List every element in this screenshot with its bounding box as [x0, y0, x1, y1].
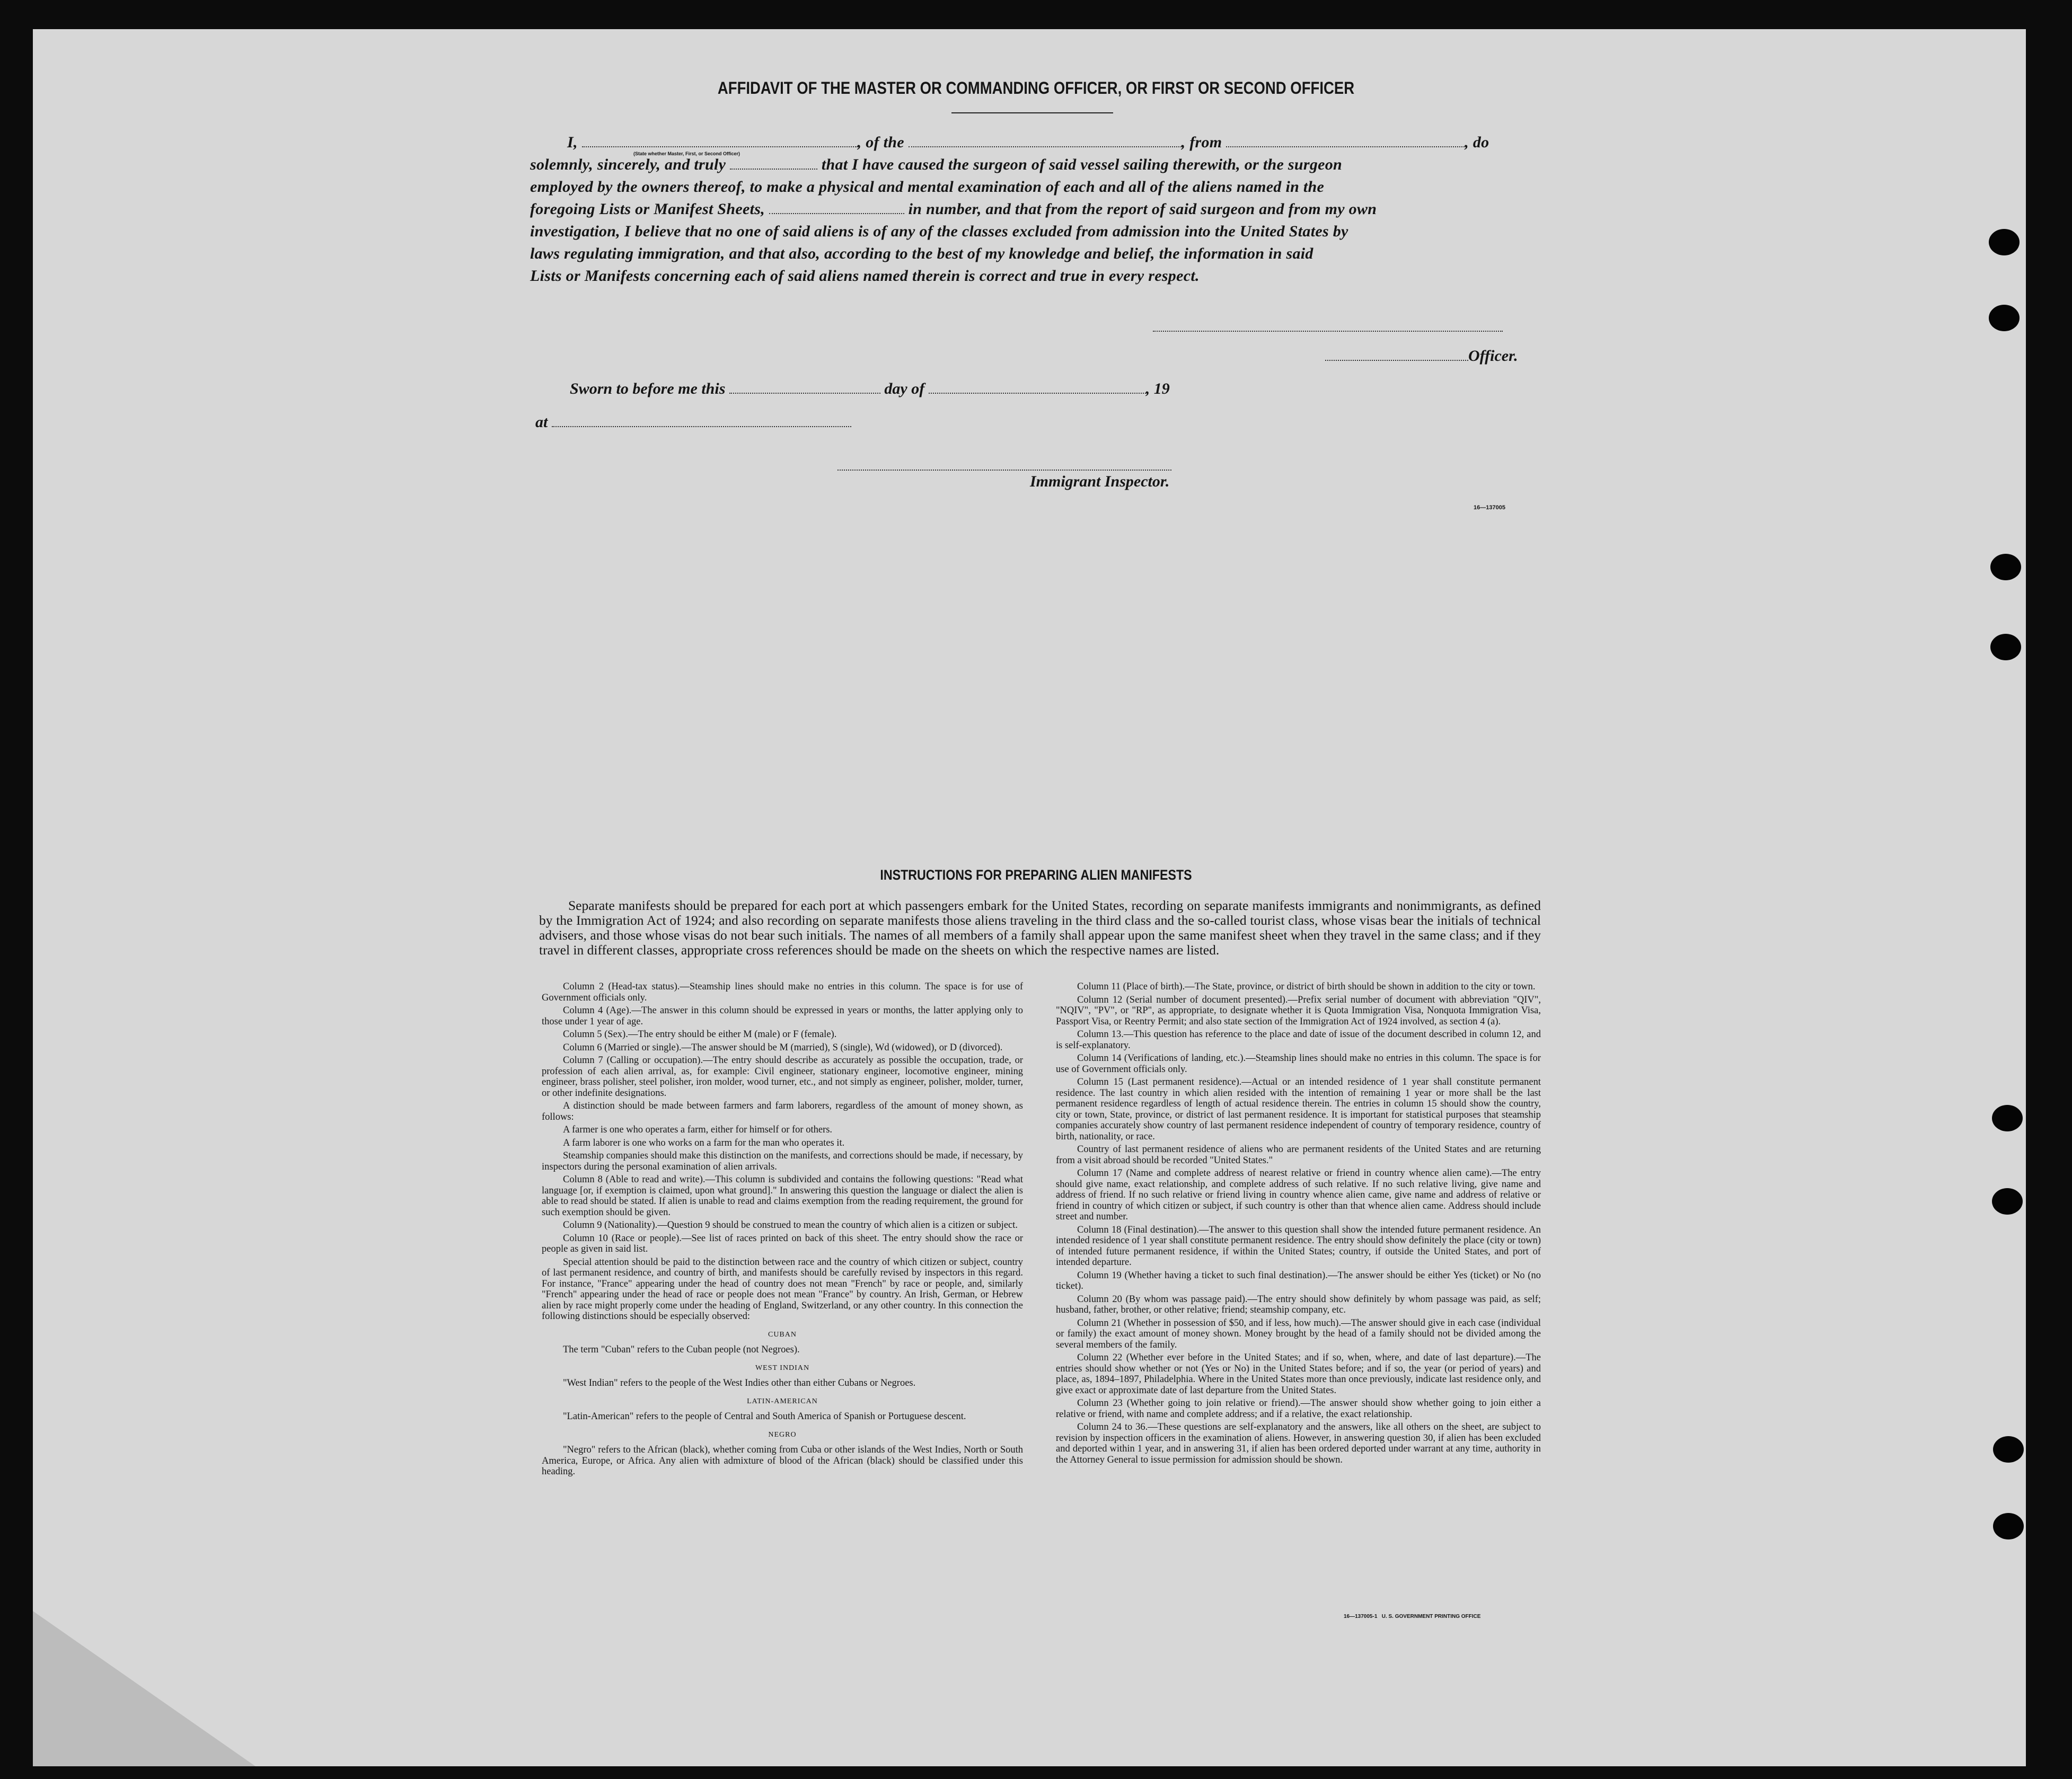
- punch-hole: [1993, 1436, 2024, 1463]
- instruction-col-11: Column 11 (Place of birth).—The State, province, or district of birth should be shown in addition to the city or town.: [1077, 981, 1536, 992]
- at-line: [535, 413, 851, 431]
- instruction-col-21: Column 21 (Whether in possession of $50, and if less, how much).—The answer should give in each case (individual or family) the exact amount of money shown. Money brought by the head of a family should not be divided among the several members of the family.: [1056, 1317, 1541, 1350]
- instruction-col-15: Column 15 (Last permanent residence).—Actual or an intended residence of 1 year shall constitute permanent residence. The last country in which alien resided with the intention of remaining 1 year or more shall be the last permanent residence regardless of length of actual residence therein. The entries in column 15 should show the country, city or town, State, province, or district of last permanent residence. It is important for statistical purposes that steamship companies accurately show country of last permanent residence independent of country of temporary residence, country of birth, nationality, or race.: [1056, 1077, 1541, 1142]
- affidavit-solemnly: solemnly, sincerely, and truly: [530, 156, 726, 173]
- punch-hole: [1993, 1513, 2024, 1539]
- sworn-month-blank: [929, 380, 1146, 394]
- latin-american-heading: LATIN-AMERICAN: [747, 1397, 818, 1405]
- affidavit-title: AFFIDAVIT OF THE MASTER OR COMMANDING OFFICER, OR FIRST OR SECOND OFFICER: [717, 78, 1355, 98]
- latin-american-definition: "Latin-American" refers to the people of Central and South America of Spanish or Portuguese descent.: [563, 1411, 966, 1422]
- affidavit-from: , from: [1181, 134, 1222, 151]
- affidavit-line-6: laws regulating immigration, and that also, according to the best of my knowledge and belief, the information in said: [530, 245, 1313, 262]
- instruction-race-vs-country: Special attention should be paid to the distinction between race and the country of which citizen or subject, country of last permanent residence, and country of birth, and manifests should be carefully revised by inspectors in this regard. For instance, "France" appearing under the head of country does not mean "French" by race or people, and, similarly "French" appearing under the head of race or people does not mean "France" by country. An Irish, German, or Hebrew alien by race might properly come under the heading of England, Switzerland, or any other country. In this connection the following distinctions should be especially observed:: [542, 1256, 1023, 1322]
- affidavit-report: in number, and that from the report of said surgeon and from my own: [908, 200, 1377, 218]
- west-indian-definition: "West Indian" refers to the people of the West Indies other than either Cubans or Negroes.: [563, 1378, 916, 1388]
- instruction-col-9: Column 9 (Nationality).—Question 9 should be construed to mean the country of which alien is a citizen or subject.: [563, 1220, 1018, 1231]
- instruction-farm-laborer-def: A farm laborer is one who works on a farm for the man who operates it.: [563, 1137, 845, 1148]
- title-underline: [951, 112, 1113, 113]
- instruction-col-8: Column 8 (Able to read and write).—This column is subdivided and contains the following questions: "Read what language [or, if exemption is claimed, upon what ground]." In answering this question the language or dialect the alien is able to read should be stated. If alien is unable to read and claims exemption from the reading requirement, the ground for such exemption should be given.: [542, 1174, 1023, 1218]
- affidavit-surgeon: that I have caused the surgeon of said vessel sailing therewith, or the surgeon: [821, 156, 1343, 173]
- negro-heading: NEGRO: [768, 1430, 797, 1439]
- instruction-col-13: Column 13.—This question has reference to the place and date of issue of the document described in column 12, and is self-explanatory.: [1056, 1029, 1541, 1051]
- place-blank: [552, 413, 851, 427]
- affidavit-line-7: Lists or Manifests concerning each of said aliens named therein is correct and true in every respect.: [530, 267, 1200, 285]
- form-number: 16—137005: [1474, 505, 1505, 511]
- officer-signature-line: [1325, 347, 1468, 361]
- instruction-farmer-def: A farmer is one who operates a farm, either for himself or for others.: [563, 1125, 833, 1135]
- punch-hole: [1992, 1188, 2023, 1215]
- instruction-col-22: Column 22 (Whether ever before in the United States; and if so, when, where, and date of last departure).—The entries should show whether or not (Yes or No) in the United States before; and if so, the year (or period of years) and place, as, 1894–1897, Philadelphia. Where in the United States more than once previously, indicate last residence only, and give exact or approximate date of last departure from the United States.: [1056, 1352, 1541, 1396]
- inspector-label: Immigrant Inspector.: [1030, 473, 1170, 490]
- punch-hole: [1989, 229, 2020, 255]
- instruction-col-7: Column 7 (Calling or occupation).—The entry should describe as accurately as possible the occupation, trade, or profession of each alien arrival, as, for example: Civil engineer, stationary engineer, locomotive engineer, mining engineer, brass polisher, steel polisher, iron molder, wood turner, etc., and not simply as engineer, polisher, molder, turner, or other indefinite designations.: [542, 1055, 1023, 1099]
- officer-rank-note: (State whether Master, First, or Second Officer): [633, 151, 740, 156]
- affidavit-line-5: investigation, I believe that no one of said aliens is of any of the classes excluded from admission into the United States by: [530, 223, 1348, 240]
- instruction-col-20: Column 20 (By whom was passage paid).—The entry should show definitely by whom passage was paid, as self; husband, father, brother, or other relative; friend; steamship company, etc.: [1056, 1294, 1541, 1315]
- instructions-footer: [1344, 1614, 1480, 1619]
- punch-hole: [1989, 305, 2020, 331]
- signature-line: [1153, 318, 1503, 332]
- sworn-label: Sworn to before me this: [570, 380, 726, 397]
- at-label: at: [535, 413, 548, 431]
- negro-definition: "Negro" refers to the African (black), whether coming from Cuba or other islands of the West Indies, North or South America, Europe, or Africa. Any alien with admixture of blood of the African (black) should be classified under this heading.: [542, 1445, 1023, 1477]
- west-indian-heading: WEST INDIAN: [755, 1364, 810, 1372]
- officer-rank-blank: [582, 134, 858, 147]
- cuban-definition: The term "Cuban" refers to the Cuban people (not Negroes).: [563, 1344, 800, 1355]
- punch-hole: [1990, 634, 2021, 660]
- officer-label: Officer.: [1468, 347, 1518, 365]
- affidavit-line-1: [530, 131, 1537, 154]
- officer-signature: [1325, 347, 1518, 365]
- instructions-title: INSTRUCTIONS FOR PREPARING ALIEN MANIFESTS: [880, 867, 1192, 883]
- instructions-left-column: [542, 981, 1023, 1480]
- day-of-label: day of: [884, 380, 925, 397]
- footer-printer: U. S. GOVERNMENT PRINTING OFFICE: [1381, 1614, 1481, 1619]
- affidavit-lists: foregoing Lists or Manifest Sheets,: [530, 200, 765, 218]
- instruction-col-5: Column 5 (Sex).—The entry should be either M (male) or F (female).: [563, 1029, 837, 1040]
- instruction-col-18: Column 18 (Final destination).—The answer to this question shall show the intended future permanent residence. An intended residence of 1 year shall constitute permanent residence. The entry should show definitely the place (city or town) of intended future permanent residence, if within the United States; country, if outside the United States, and port of intended departure.: [1056, 1224, 1541, 1268]
- punch-hole: [1990, 554, 2021, 580]
- instruction-col-19: Column 19 (Whether having a ticket to such final destination).—The answer should be either Yes (ticket) or No (no ticket).: [1056, 1270, 1541, 1291]
- instruction-col-14: Column 14 (Verifications of landing, etc.).—Steamship lines should make no entries in this column. The space is for use of Government officials only.: [1056, 1053, 1541, 1075]
- instruction-col-12: Column 12 (Serial number of document presented).—Prefix serial number of document with abbreviation "QIV", "NQIV", "PV", or "RP", as appropriate, to designate whether it is Quota Immigration Visa, Nonquota Immigration Visa, Passport Visa, or Reentry Permit; and also state section of the Immigration Act of 1924 involved, as section 4 (a).: [1056, 994, 1541, 1027]
- cuban-heading: CUBAN: [768, 1330, 797, 1339]
- instructions-right-column: [1056, 981, 1541, 1467]
- affidavit-of-the: , of the: [857, 134, 904, 151]
- instructions-intro: Separate manifests should be prepared for each port at which passengers embark for the United States, recording on separate manifests immigrants and nonimmigrants, as defined by the Immigration Act of 1924; and also recording on separate manifests those aliens traveling in the third class and the so-called tourist class, whose visas bear the initials of technical advisers, and those whose visas do not bear such initials. The names of all members of a family shall appear upon the same manifest sheet when they travel in the same class; and if they travel in different classes, appropriate cross references should be made on the sheets on which the respective names are listed.: [539, 898, 1541, 958]
- punch-hole: [1992, 1105, 2023, 1131]
- year-label: , 19: [1145, 380, 1170, 397]
- footer-form-number: 16—137005-1: [1344, 1614, 1378, 1619]
- sworn-line: [570, 380, 1170, 398]
- affidavit-line-3: employed by the owners thereof, to make a physical and mental examination of each and all of the aliens named in the: [530, 178, 1325, 196]
- instruction-col-6: Column 6 (Married or single).—The answer should be M (married), S (single), Wd (widowed), or D (divorced).: [563, 1042, 1003, 1053]
- oath-blank: [730, 156, 817, 170]
- instruction-col-24-36: Column 24 to 36.—These questions are self-explanatory and the answers, like all others on the sheet, are subject to revision by inspection officers in the examination of aliens. However, in answering question 30, if alien has been excluded and deported within 1 year, and in answering 31, if alien has been ordered deported under warrant at any time, authority in the Attorney General to issue permission for admission should be shown.: [1056, 1422, 1541, 1465]
- instruction-col-23: Column 23 (Whether going to join relative or friend).—The answer should show whether going to join either a relative or friend, with name and complete address; and if a relative, the exact relationship.: [1056, 1398, 1541, 1420]
- affidavit-line-2: [530, 154, 1537, 176]
- inspector-signature-line: [837, 457, 1171, 471]
- sworn-day-blank: [729, 380, 880, 394]
- instruction-distinction: Steamship companies should make this distinction on the manifests, and corrections should be made, if necessary, by inspectors during the personal examination of alien arrivals.: [542, 1150, 1023, 1172]
- instruction-us-residents: Country of last permanent residence of aliens who are permanent residents of the United States and are returning from a visit abroad should be recorded "United States.": [1056, 1144, 1541, 1166]
- instruction-col-10: Column 10 (Race or people).—See list of races printed on back of this sheet. The entry should show the race or people as given in said list.: [542, 1233, 1023, 1254]
- affidavit-do: , do: [1465, 134, 1489, 151]
- port-blank: [1226, 134, 1465, 147]
- instruction-col-4: Column 4 (Age).—The answer in this column should be expressed in years or months, the latter applying only to those under 1 year of age.: [542, 1005, 1023, 1027]
- instruction-col-2: Column 2 (Head-tax status).—Steamship lines should make no entries in this column. The space is for use of Government officials only.: [542, 981, 1023, 1003]
- vessel-name-blank: [909, 134, 1182, 147]
- sheet-count-blank: [769, 200, 904, 214]
- instruction-farmers: A distinction should be made between farmers and farm laborers, regardless of the amount of money shown, as follows:: [542, 1101, 1023, 1122]
- affidavit-line-4: [530, 198, 1537, 220]
- instruction-col-17: Column 17 (Name and complete address of nearest relative or friend in country whence alien came).—The entry should give name, exact relationship, and complete address of such relative. If no such relative living, give name and address of friend. If no such relative or friend living in country whence alien came, give name and address of relative or friend in country of which citizen or subject, if such country is other than that whence alien came. Address should include street and number.: [1056, 1168, 1541, 1222]
- affidavit-i: I,: [567, 134, 578, 151]
